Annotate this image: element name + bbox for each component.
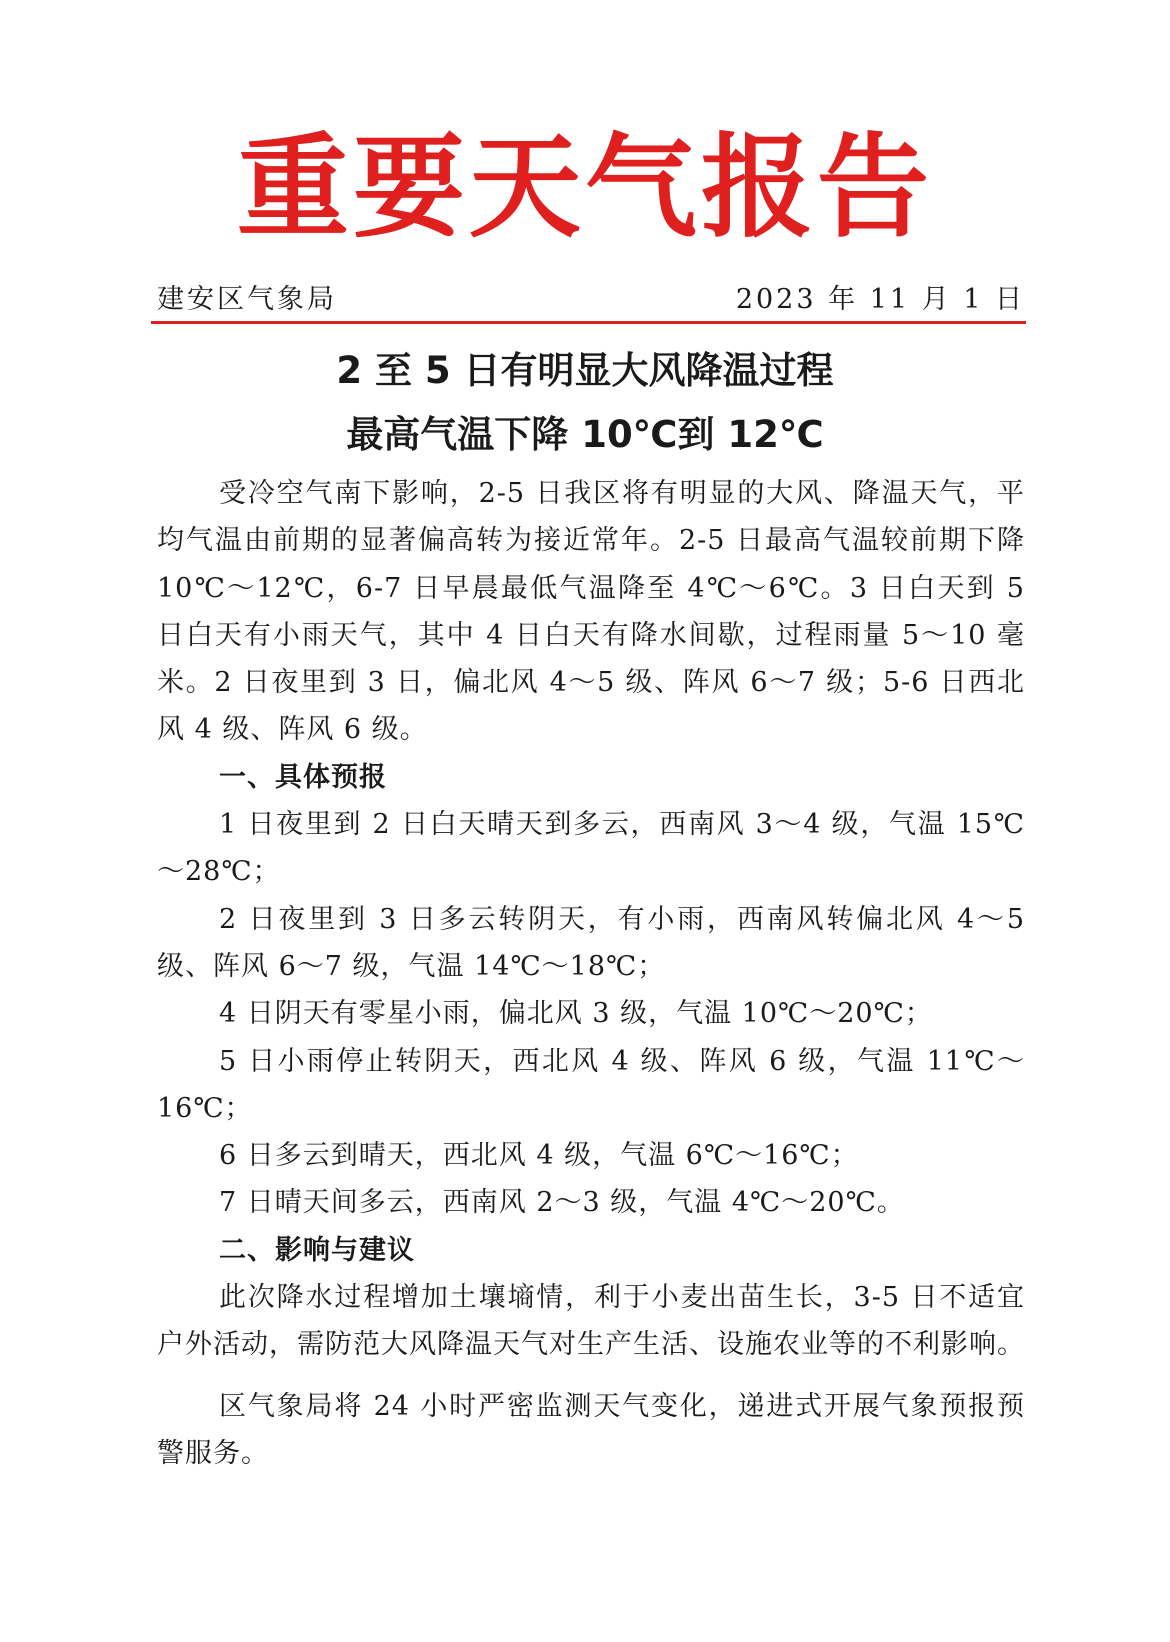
forecast-item: 1 日夜里到 2 日白天晴天到多云，西南风 3～4 级，气温 15℃～28℃；: [157, 809, 1025, 888]
intro-paragraph: 受冷空气南下影响，2-5 日我区将有明显的大风、降温天气，平均气温由前期的显著偏高转为接近常年。2-5 日最高气温较前期下降 10℃～12℃，6-7 日早晨最低气温降至 4℃～6℃。3 日白天到 5 日白天有小雨天气，其中 4 日白天有降水间歇，过程雨量 5～10 毫米。2 日夜里到 3 日，偏北风 4～5 级、阵风 6～7 级；5-6 日西北风 4 级、阵风 6 级。: [157, 478, 1025, 746]
forecast-item: 2 日夜里到 3 日多云转阴天，有小雨，西南风转偏北风 4～5 级、阵风 6～7 级，气温 14℃～18℃；: [157, 903, 1025, 982]
forecast-item: 7 日晴天间多云，西南风 2～3 级，气温 4℃～20℃。: [219, 1187, 905, 1219]
headline-line-1: 2 至 5 日有明显大风降温过程: [336, 349, 834, 392]
report-body: [157, 470, 1025, 1477]
report-masthead: 重要天气报告: [237, 123, 933, 253]
section-heading-impact: 二、影响与建议: [219, 1234, 415, 1266]
forecast-item: 6 日多云到晴天，西北风 4 级，气温 6℃～16℃；: [219, 1140, 859, 1172]
issuer-date-row: [157, 280, 1025, 320]
forecast-item: 4 日阴天有零星小雨，偏北风 3 级，气温 10℃～20℃；: [219, 998, 933, 1030]
forecast-item: 5 日小雨停止转阴天，西北风 4 级、阵风 6 级，气温 11℃～16℃；: [157, 1045, 1025, 1124]
closing-paragraph: 区气象局将 24 小时严密监测天气变化，递进式开展气象预报预警服务。: [157, 1390, 1025, 1469]
issue-date: 2023 年 11 月 1 日: [735, 284, 1025, 315]
issuer-name: 建安区气象局: [157, 284, 337, 315]
red-divider: [151, 321, 1026, 324]
section-heading-forecast: 一、具体预报: [219, 761, 387, 793]
headline-line-2: 最高气温下降 10℃到 12℃: [346, 413, 824, 456]
impact-paragraph: 此次降水过程增加土壤墒情，利于小麦出苗生长，3-5 日不适宜户外活动，需防范大风降温天气对生产生活、设施农业等的不利影响。: [157, 1282, 1025, 1361]
